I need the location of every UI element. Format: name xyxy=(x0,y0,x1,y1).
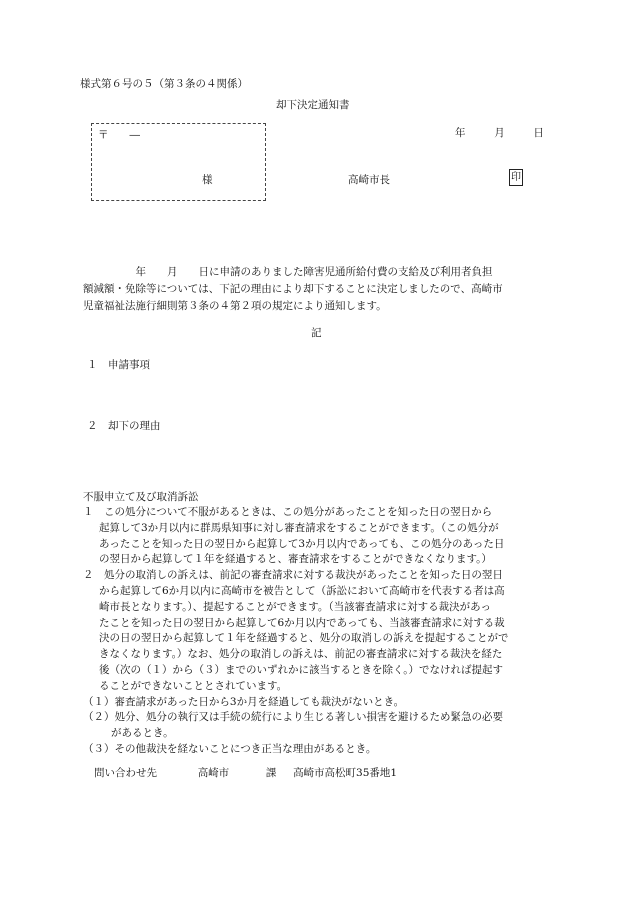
body-line: 年 月 日に申請のありました障害児通所給付費の支給及び利用者負担 xyxy=(83,266,493,278)
contact-address: 高崎市高松町35番地1 xyxy=(293,767,398,779)
document-title: 却下決定通知書 xyxy=(276,99,350,111)
seal-mark: 印 xyxy=(509,169,523,186)
appeal-line: の翌日から起算して１年を経過すると、審査請求をすることができなくなります。） xyxy=(99,553,492,566)
appeal-line: 後（次の（１）から（３）までのいずれかに該当するときを除く。）でなければ提起す xyxy=(99,663,504,676)
appeal-line: あったことを知った日の翌日から起算して3か月以内であっても、この処分のあった日 xyxy=(99,537,505,550)
contact-dept: 課 xyxy=(265,767,277,779)
body-paragraph xyxy=(83,264,553,315)
appeal-line: 崎市長となります。）、提起することができます。（当該審査請求に対する裁決があっ xyxy=(99,600,491,613)
appeal-line: ることができないこととされています。 xyxy=(99,679,288,692)
section-application-items: １ 申請事項 xyxy=(87,359,150,371)
contact-line xyxy=(94,765,397,780)
appeal-line: （３）その他裁決を経ないことにつき正当な理由があるとき。 xyxy=(83,742,377,755)
appeal-line: たことを知った日の翌日から起算して6か月以内であっても、当該審査請求に対する裁 xyxy=(99,616,505,629)
ki-heading: 記 xyxy=(311,327,322,339)
appeal-line: （２）処分、処分の執行又は手続の続行により生じる著しい損害を避けるため緊急の必要 xyxy=(83,711,503,724)
postal-code-mark: 〒 ― xyxy=(98,129,140,141)
appeal-line: から起算して6か月以内に高崎市を被告として（訴訟において高崎市を代表する者は高 xyxy=(99,584,505,597)
date-month: 月 xyxy=(494,127,505,139)
contact-city: 高崎市 xyxy=(197,767,230,779)
contact-label: 問い合わせ先 xyxy=(94,767,157,779)
appeal-line: １ この処分について不服があるときは、この処分があったことを知った日の翌日から xyxy=(83,506,493,518)
body-line: 額減額・免除等については、下記の理由により却下することに決定しましたので、高崎市 xyxy=(83,283,503,295)
appeal-line: 決の日の翌日から起算して１年を経過すると、処分の取消しの訴えを提起することがで xyxy=(99,632,509,645)
body-line: 児童福祉法施行細則第３条の４第２項の規定により通知します。 xyxy=(83,300,387,312)
appeal-line: があるとき。 xyxy=(111,727,174,740)
appeal-line: きなくなります。）なお、処分の取消しの訴えは、前記の審査請求に対する裁決を経た xyxy=(99,648,503,661)
section-rejection-reason: ２ 却下の理由 xyxy=(87,420,161,432)
appeal-line: （１）審査請求があった日から3か月を経過しても裁決がないとき。 xyxy=(83,695,405,708)
recipient-honorific: 様 xyxy=(202,174,213,186)
date-year: 年 xyxy=(455,127,466,139)
appeal-line: ２ 処分の取消しの訴えは、前記の審査請求に対する裁決があったことを知った日の翌日 xyxy=(83,569,503,582)
appeal-text xyxy=(83,505,563,758)
sender-name: 高崎市長 xyxy=(348,174,390,186)
appeal-heading: 不服申立て及び取消訴訟 xyxy=(83,491,199,503)
appeal-line: 起算して3か月以内に群馬県知事に対し審査請求をすることができます。（この処分が xyxy=(99,521,499,534)
form-number: 様式第６号の５（第３条の４関係） xyxy=(80,78,248,90)
date-day: 日 xyxy=(533,127,544,139)
date-line xyxy=(455,125,544,140)
